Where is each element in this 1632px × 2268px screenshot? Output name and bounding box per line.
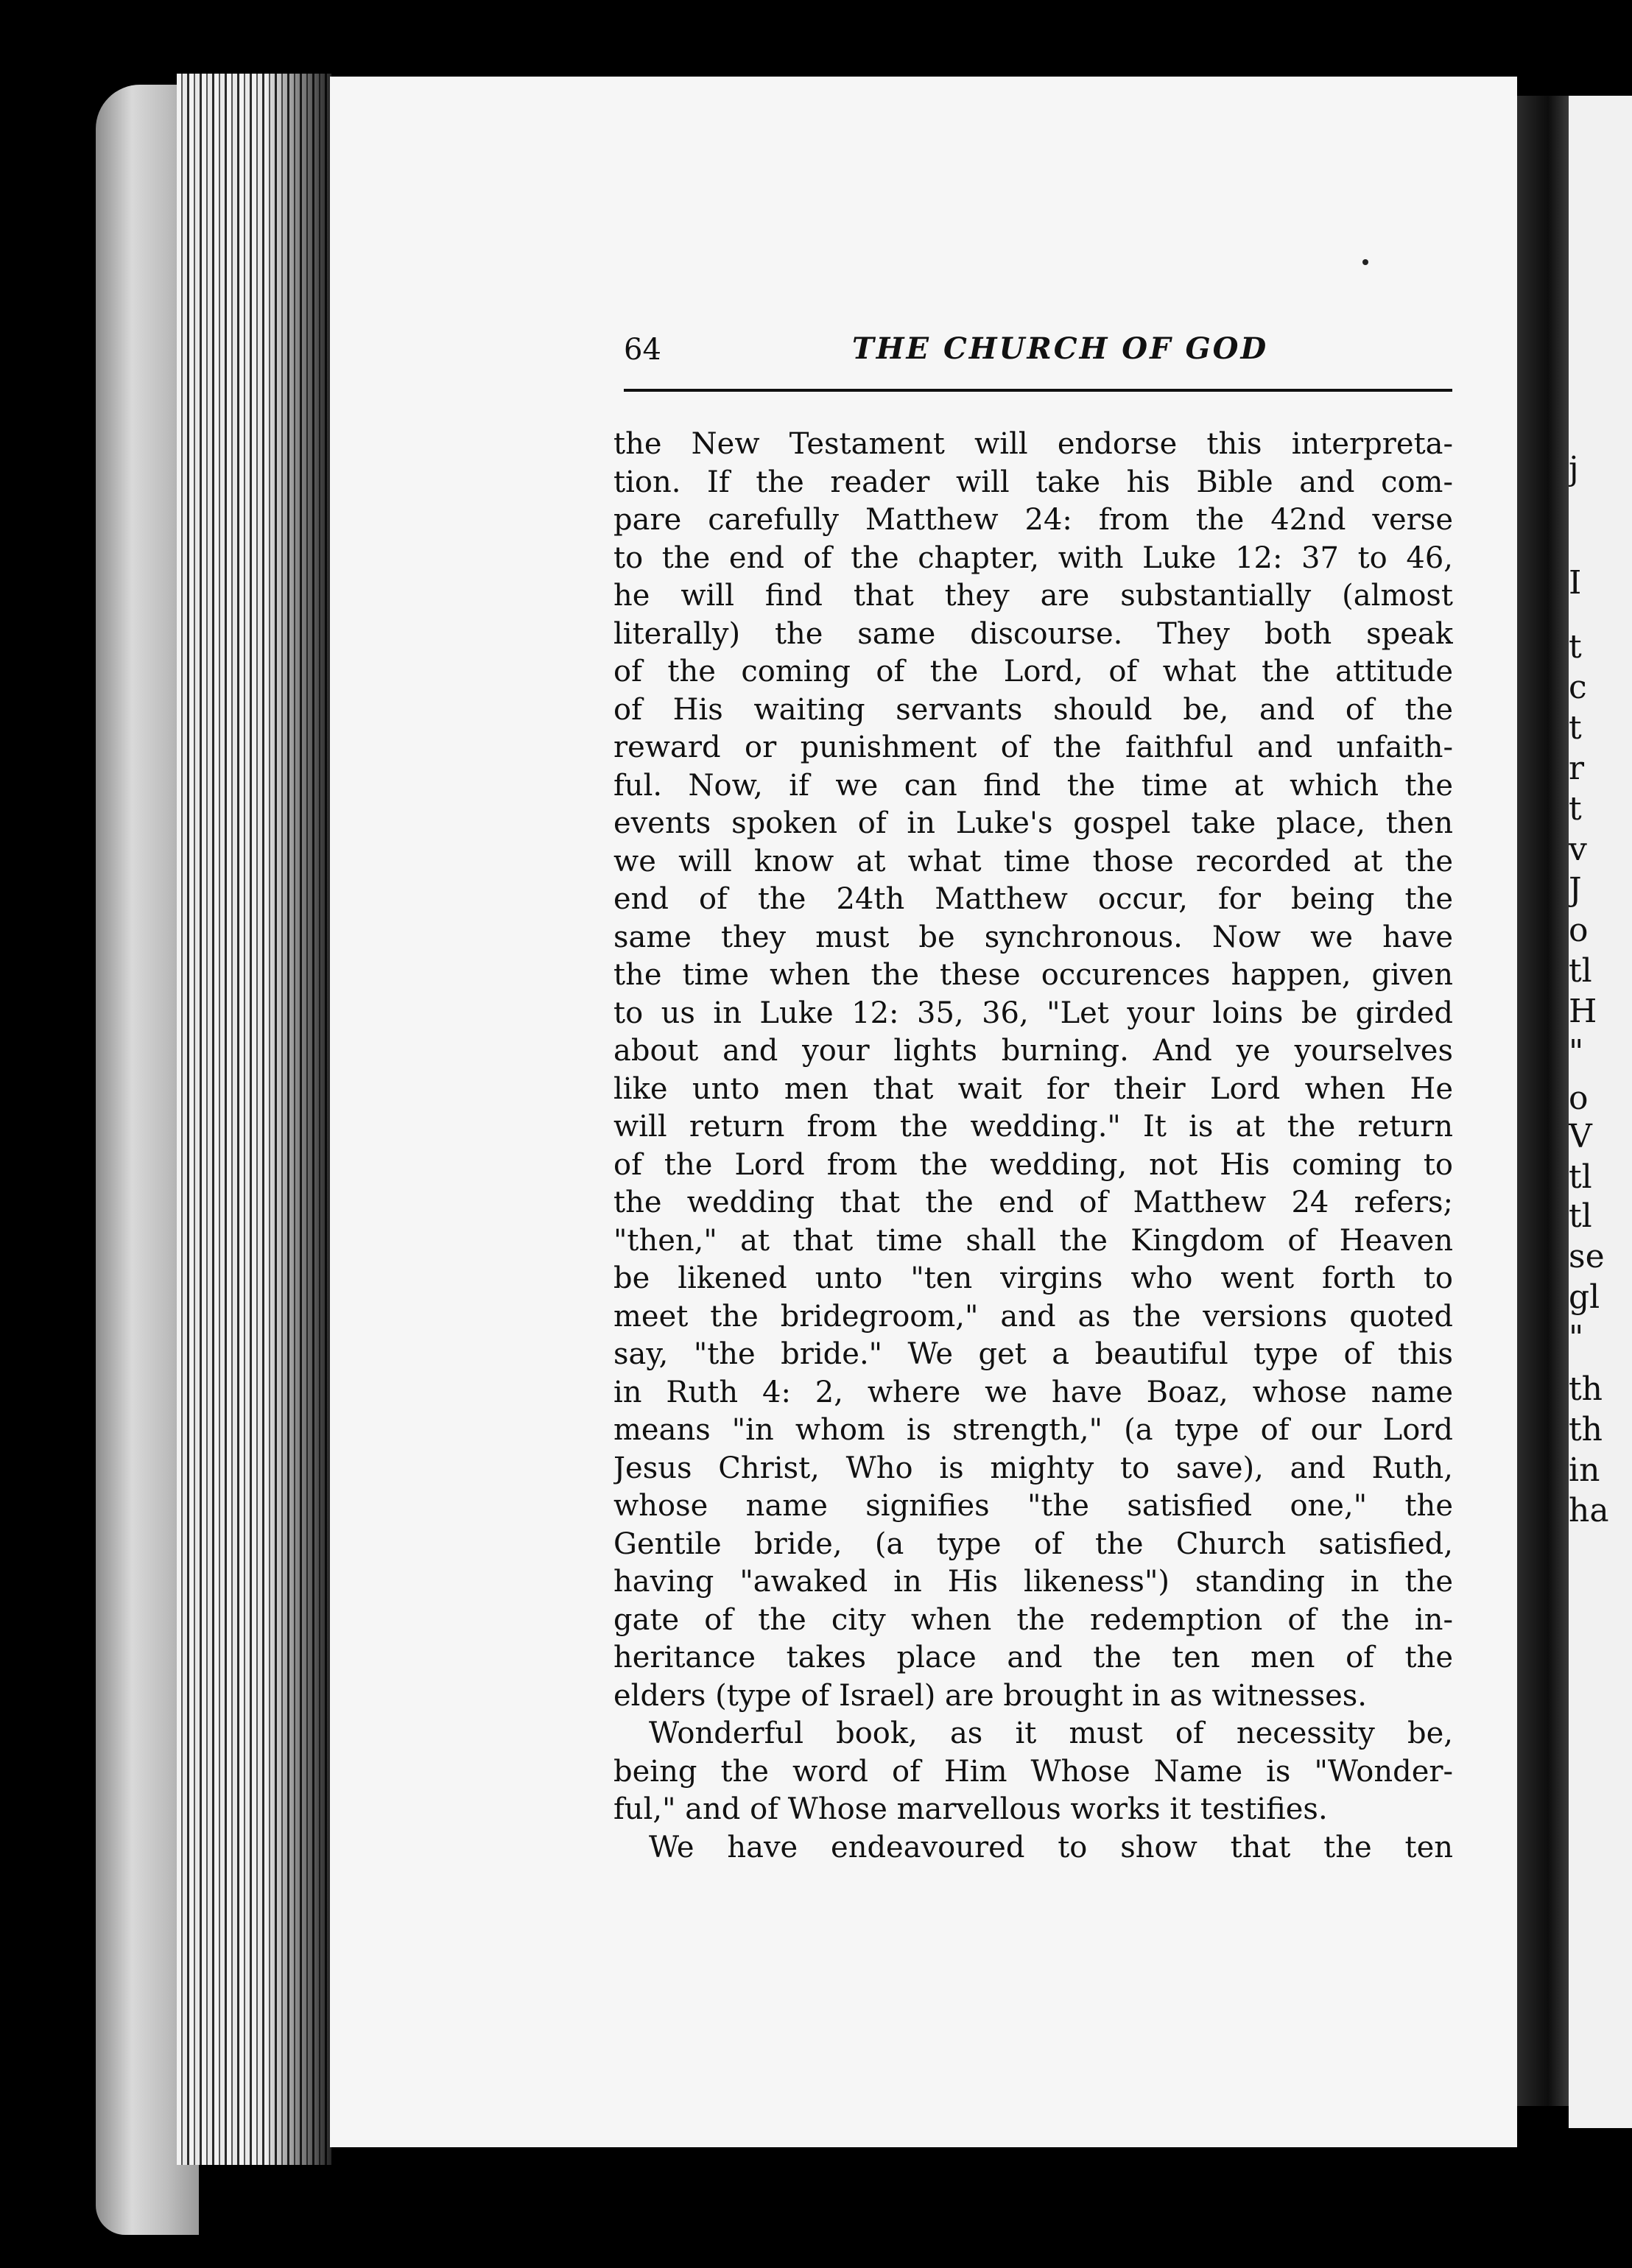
facing-page-fragment: " <box>1569 1033 1584 1071</box>
text-line: to us in Luke 12: 35, 36, "Let your loins be girded <box>613 996 1453 1030</box>
text-line: means "in whom is strength," (a type of our Lord <box>613 1413 1453 1447</box>
text-line: pare carefully Matthew 24: from the 42nd verse <box>613 503 1453 537</box>
text-line: Wonderful book, as it must of necessity be, <box>649 1716 1453 1750</box>
facing-page-fragment: o <box>1569 1080 1589 1117</box>
text-line: will return from the wedding." It is at the return <box>613 1110 1453 1144</box>
text-line: of His waiting servants should be, and of the <box>613 692 1453 727</box>
text-line: We have endeavoured to show that the ten <box>649 1830 1453 1864</box>
facing-page-fragment: tl <box>1569 1158 1592 1196</box>
text-line: elders (type of Israel) are brought in as witnesses. <box>613 1678 1368 1713</box>
text-line: the wedding that the end of Matthew 24 refers; <box>613 1186 1453 1219</box>
text-line: to the end of the chapter, with Luke 12: 37 to 46, <box>613 540 1453 575</box>
facing-page-fragment: V <box>1569 1118 1592 1155</box>
text-line: meet the bridegroom," and as the versions quoted <box>613 1299 1453 1334</box>
ink-speck <box>1362 259 1368 265</box>
running-title: THE CHURCH OF GOD <box>852 331 1269 366</box>
text-line: about and your lights burning. And ye yourselves <box>613 1034 1453 1068</box>
text-line: heritance takes place and the ten men of the <box>613 1641 1453 1674</box>
text-line: "then," at that time shall the Kingdom of Heaven <box>613 1223 1453 1258</box>
running-head <box>624 330 1452 374</box>
facing-page-fragment: se <box>1569 1238 1605 1275</box>
facing-page-fragment: th <box>1569 1411 1603 1448</box>
header-rule <box>624 389 1452 392</box>
text-line: in Ruth 4: 2, where we have Boaz, whose name <box>613 1375 1453 1409</box>
facing-page-fragment: in <box>1569 1451 1600 1489</box>
facing-page-fragment: H <box>1569 993 1597 1030</box>
book-gutter <box>1517 96 1569 2106</box>
page-number: 64 <box>624 333 661 367</box>
facing-page-fragment: th <box>1569 1370 1603 1408</box>
facing-page-fragment: c <box>1569 669 1587 706</box>
text-line: say, "the bride." We get a beautiful type of this <box>613 1337 1453 1371</box>
text-line: having "awaked in His likeness") standing in the <box>613 1565 1453 1599</box>
text-line: reward or punishment of the faithful and unfaith- <box>613 730 1453 764</box>
text-line: whose name signifies "the satisfied one," the <box>613 1489 1453 1523</box>
text-line: gate of the city when the redemption of the in- <box>613 1602 1453 1637</box>
text-line: events spoken of in Luke's gospel take place, then <box>613 806 1453 840</box>
text-line: same they must be synchronous. Now we have <box>613 920 1453 954</box>
facing-page-fragment: o <box>1569 912 1589 949</box>
text-line: the New Testament will endorse this interpreta- <box>613 427 1453 461</box>
body-text <box>613 426 1453 1867</box>
text-line: tion. If the reader will take his Bible and com- <box>613 465 1453 499</box>
facing-page-fragment: tl <box>1569 952 1592 990</box>
facing-page-fragment: I <box>1569 564 1582 602</box>
text-line: literally) the same discourse. They both speak <box>613 616 1453 651</box>
facing-page-edge <box>1569 96 1632 2128</box>
facing-page-fragment: " <box>1569 1319 1584 1356</box>
facing-page-fragment: t <box>1569 709 1582 747</box>
facing-page-fragment: j <box>1569 450 1579 487</box>
text-line: we will know at what time those recorded at the <box>613 844 1453 878</box>
text-line: ful," and of Whose marvellous works it testifies. <box>613 1792 1328 1826</box>
text-line: Gentile bride, (a type of the Church satisfied, <box>613 1526 1453 1561</box>
facing-page-fragment: gl <box>1569 1278 1600 1316</box>
text-line: being the word of Him Whose Name is "Wonder- <box>613 1754 1453 1789</box>
facing-page-fragment: t <box>1569 628 1582 666</box>
text-line: of the Lord from the wedding, not His coming to <box>613 1147 1453 1182</box>
text-line: Jesus Christ, Who is mighty to save), and Ruth, <box>613 1451 1453 1485</box>
facing-page-fragment: r <box>1569 750 1585 787</box>
page-block-edge <box>177 74 331 2165</box>
text-line: the time when the these occurences happen, given <box>613 958 1453 992</box>
facing-page-fragment: J <box>1569 871 1582 909</box>
facing-page-fragment: tl <box>1569 1197 1592 1235</box>
text-line: like unto men that wait for their Lord when He <box>613 1071 1453 1106</box>
facing-page-fragment: v <box>1569 831 1587 868</box>
text-line: be likened unto "ten virgins who went forth to <box>613 1261 1453 1295</box>
text-line: he will find that they are substantially (almost <box>613 579 1453 613</box>
text-line: end of the 24th Matthew occur, for being the <box>613 882 1453 916</box>
text-line: of the coming of the Lord, of what the attitude <box>613 655 1453 688</box>
facing-page-fragment: t <box>1569 790 1582 828</box>
text-line: ful. Now, if we can find the time at which the <box>613 768 1453 803</box>
facing-page-fragment: ha <box>1569 1492 1609 1529</box>
